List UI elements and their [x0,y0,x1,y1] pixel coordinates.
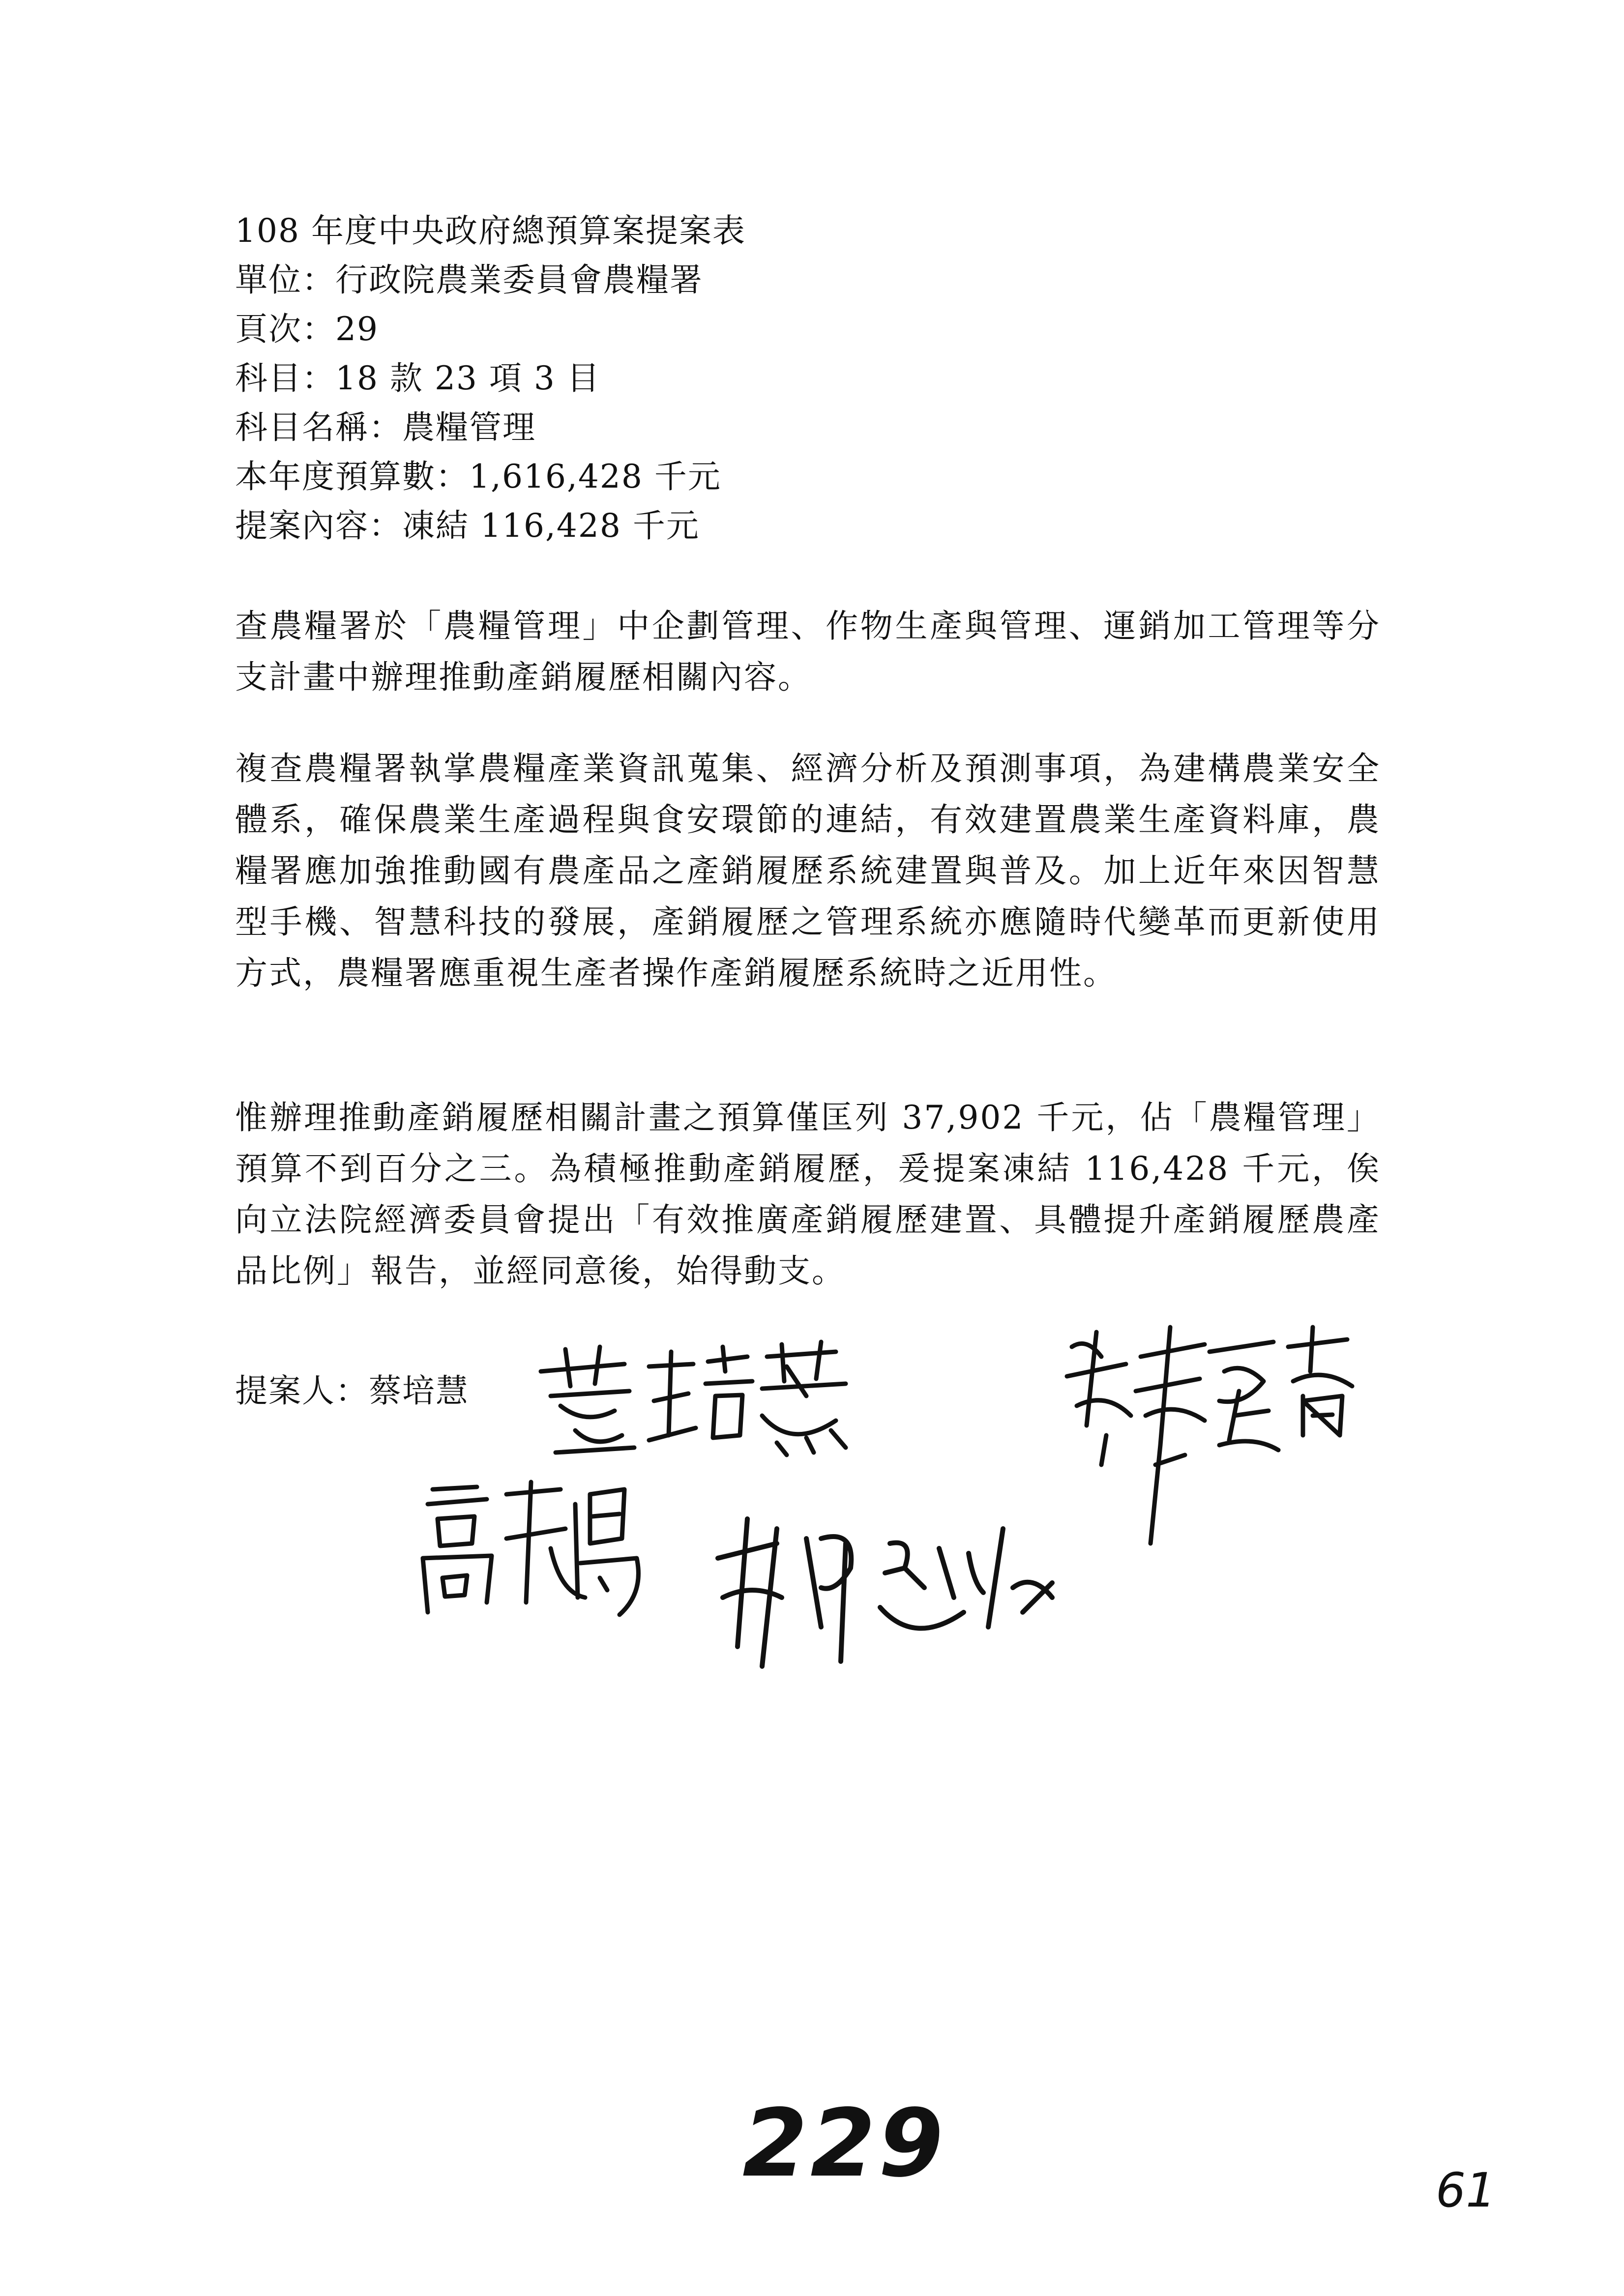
unit-line: 單位：行政院農業委員會農糧署 [235,261,703,299]
subject-line: 科目：18 款 23 項 3 目 [235,359,600,397]
handwritten-page-number: 229 [742,2089,946,2198]
document-title: 108 年度中央政府總預算案提案表 [235,212,746,250]
body-paragraph: 複查農糧署執掌農糧產業資訊蒐集、經濟分析及預測事項，為建構農業安全體系，確保農業生產過程與食安環節的連結，有效建置農業生產資料庫，農糧署應加強推動國有農產品之產銷履歷系統建置與普及。加上近年來因智慧型手機、智慧科技的發展，產銷履歷之管理系統亦應隨時代變革而更新使用方式，農糧署應重視生產者操作產銷履歷系統時之近用性。 [235,750,1381,992]
subject-name-line: 科目名稱：農糧管理 [235,408,536,446]
signature-1 [531,1337,875,1465]
signature-3 [413,1475,649,1622]
proposal-header [235,206,1415,551]
signature-2 [1057,1317,1362,1548]
page-line: 頁次：29 [235,310,379,348]
corner-page-number: 61 [1436,2163,1496,2218]
signature-4 [708,1499,1062,1676]
body-paragraph: 查農糧署於「農糧管理」中企劃管理、作物生產與管理、運銷加工管理等分支計畫中辦理推動產銷履歷相關內容。 [235,607,1381,696]
proposer-line: 提案人：蔡培慧 [235,1372,469,1410]
body-paragraph: 惟辦理推動產銷履歷相關計畫之預算僅匡列 37,902 千元，佔「農糧管理」預算不到百分之三。為積極推動產銷履歷，爰提案凍結 116,428 千元，俟向立法院經濟委員會提出「有效推廣產銷履歷建置、具體提升產銷履歷農產品比例」報告，並經同意後，始得動支。 [235,1099,1381,1290]
proposal-line: 提案內容：凍結 116,428 千元 [235,507,700,545]
budget-line: 本年度預算數：1,616,428 千元 [235,458,721,495]
